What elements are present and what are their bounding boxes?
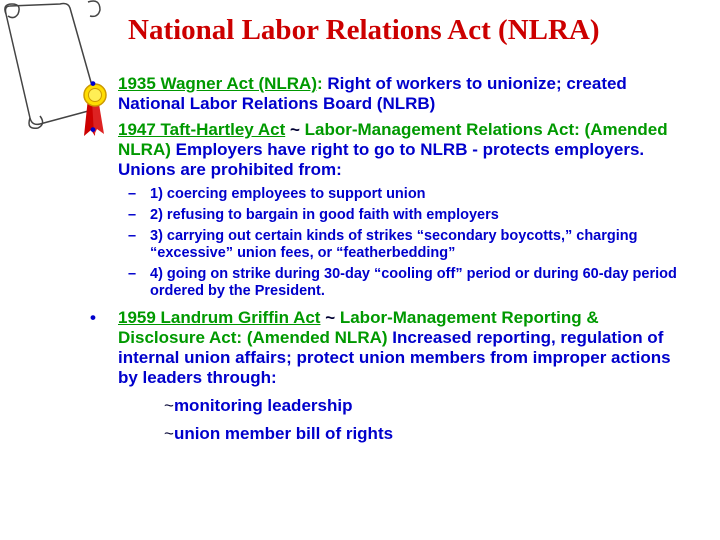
landrum-griffin-act-link[interactable]: 1959 Landrum Griffin Act xyxy=(118,308,321,327)
item-text: Increased reporting, regulation of internal union affairs; protect union members from improper actions by leaders through: xyxy=(118,328,671,387)
wagner-act-link[interactable]: 1935 Wagner Act (NLRA) xyxy=(118,74,317,93)
tilde-line xyxy=(90,424,690,444)
tilde: ~ xyxy=(164,424,174,443)
amended-label: (Amended NLRA) xyxy=(246,328,388,347)
content-body xyxy=(90,74,690,444)
act-name: Labor-Management Relations Act: xyxy=(299,120,580,139)
sub-item xyxy=(90,228,690,262)
dash: – xyxy=(128,266,137,282)
sub-item-text: 3) carrying out certain kinds of strikes “secondary boycotts,” charging “excessive” union fees, or “featherbedding” xyxy=(150,228,638,261)
dash: – xyxy=(128,186,137,202)
dash: – xyxy=(128,207,137,223)
tilde-line-text: union member bill of rights xyxy=(173,424,394,443)
list-item-landrum-griffin xyxy=(90,308,690,388)
act-name: Labor-Management Reporting & Disclosure Act: xyxy=(118,308,599,347)
tilde-line xyxy=(90,396,690,416)
sub-item-text: 1) coercing employees to support union xyxy=(150,186,426,202)
amended-label: (Amended NLRA) xyxy=(118,120,668,159)
sub-item xyxy=(90,266,690,300)
list-item-wagner xyxy=(90,74,690,114)
sub-item xyxy=(90,207,690,224)
sub-item-text: 2) refusing to bargain in good faith with employers xyxy=(150,207,499,223)
sub-item-text: 4) going on strike during 30-day “cooling off” period or during 60-day period ordered by the President. xyxy=(150,266,677,299)
item-separator: ~ xyxy=(285,120,300,139)
item-text: Employers have right to go to NLRB - protects employers. Unions are prohibited from: xyxy=(118,140,645,179)
taft-hartley-act-link[interactable]: 1947 Taft-Hartley Act xyxy=(118,120,286,139)
item-text: Right of workers to unionize; created National Labor Relations Board (NLRB) xyxy=(118,74,627,113)
dash: – xyxy=(128,228,137,244)
bullet: • xyxy=(90,308,96,327)
tilde: ~ xyxy=(164,396,174,415)
item-separator: : xyxy=(317,74,323,93)
tilde-line-text: monitoring leadership xyxy=(173,396,353,415)
bullet: • xyxy=(90,74,96,93)
bullet: • xyxy=(90,120,96,139)
item-separator: ~ xyxy=(320,308,336,327)
sub-item xyxy=(90,186,690,203)
page-title: National Labor Relations Act (NLRA) xyxy=(128,14,600,46)
list-item-taft-hartley xyxy=(90,120,690,180)
